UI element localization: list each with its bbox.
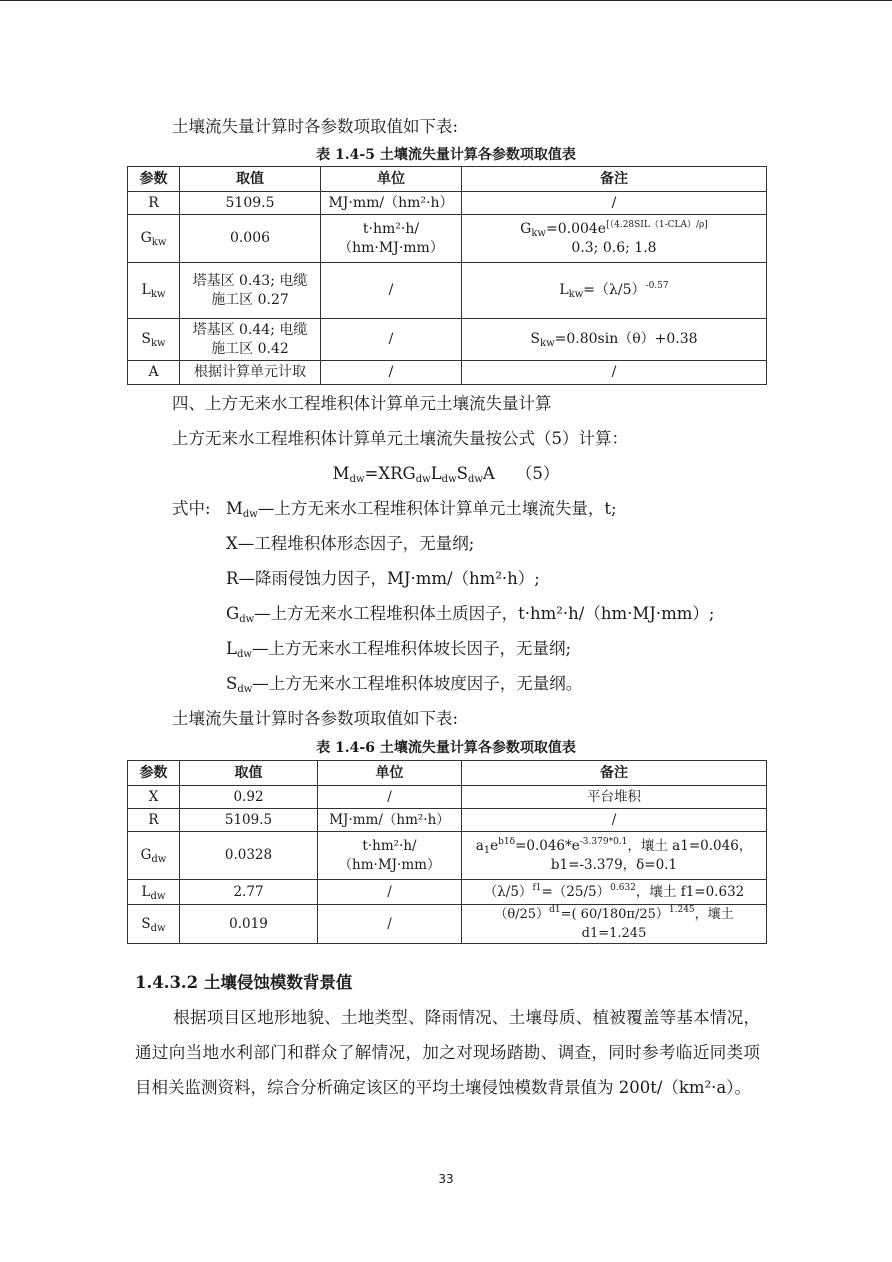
table2-row-r: [128, 809, 767, 832]
table-cell-param: $S_{kw}$: [128, 319, 180, 361]
section4-intro: 上方无来水工程堆积体计算单元土壤流失量按公式（5）计算：: [172, 429, 628, 448]
table-cell-unit: /: [321, 361, 462, 385]
definition-item: $M_{dw}—$上方无来水工程堆积体计算单元土壤流失量，t;: [226, 499, 617, 520]
table2-header-unit: 单位: [318, 761, 462, 786]
table-cell-unit: /: [318, 786, 462, 809]
table-cell-unit: /: [318, 880, 462, 905]
table-cell-unit: t·hm²·h/ （hm·MJ·mm）: [321, 215, 462, 263]
page-top-border: [0, 0, 892, 1]
table-cell-unit: t·hm²·h/ （hm·MJ·mm）: [318, 832, 462, 880]
table-cell-value: 根据计算单元计取: [180, 361, 321, 385]
page-number: 33: [438, 1172, 454, 1186]
table-cell-param: $G_{dw}$: [128, 832, 180, 880]
table1-header-param: 参数: [128, 167, 180, 192]
table2-row-gdw: [128, 832, 767, 880]
definitions-lead: 式中:: [172, 499, 211, 518]
table-cell-param: $G_{kw}$: [128, 215, 180, 263]
intro-paragraph-2: 土壤流失量计算时各参数项取值如下表:: [172, 709, 459, 728]
definition-item: R—降雨侵蚀力因子，MJ·mm/（hm²·h）;: [226, 569, 540, 588]
table1: [127, 166, 767, 385]
definition-item: $S_{dw}—$上方无来水工程堆积体坡度因子，无量纲。: [226, 674, 583, 695]
table-cell-value: 0.006: [180, 215, 321, 263]
table-cell-param: $L_{dw}$: [128, 880, 180, 905]
table-cell-note: $(\theta/25)^{d1}=$( 60/180π/25）$^{1.245}$，壤土 d1=1.245: [462, 905, 767, 944]
table-cell-unit: MJ·mm/（hm²·h）: [318, 809, 462, 832]
definition-item: $L_{dw}—$上方无来水工程堆积体坡长因子，无量纲;: [226, 639, 571, 660]
table-cell-param: R: [128, 809, 180, 832]
table-cell-param: A: [128, 361, 180, 385]
table2: [127, 760, 767, 944]
table2-header-param: 参数: [128, 761, 180, 786]
table-cell-param: X: [128, 786, 180, 809]
table1-row-r: [128, 192, 767, 215]
table-cell-value: 2.77: [180, 880, 318, 905]
table1-header-unit: 单位: [321, 167, 462, 192]
table-cell-value: 5109.5: [180, 192, 321, 215]
table-cell-param: $L_{kw}$: [128, 263, 180, 319]
body-paragraph: 根据项目区地形地貌、土地类型、降雨情况、土壤母质、植被覆盖等基本情况，通过向当地水利部门和群众了解情况，加之对现场踏勘、调查，同时参考临近同类项目相关监测资料，综合分析确定该区的平均土壤侵蚀模数背景值为 200t/（km²·a）。: [135, 1008, 760, 1097]
table-cell-note: $S_{kw}=0.80\sin(\theta)+0.38$: [462, 319, 767, 361]
table-cell-note: $G_{kw}=0.004e[(4.28SIL(1-CLA)/\rho]$ 0.3; 0.6; 1.8: [462, 215, 767, 263]
table2-header-note: 备注: [462, 761, 767, 786]
table-cell-unit: /: [318, 905, 462, 944]
table2-header-value: 取值: [180, 761, 318, 786]
table-cell-note: $L_{kw}=(\lambda/5)^{-0.57}$: [462, 263, 767, 319]
table-cell-unit: /: [321, 263, 462, 319]
table1-row-skw: [128, 319, 767, 361]
table-cell-note: $(\lambda/5)^{f1}=(25/5)^{0.632}$，壤土 f1=0.632: [462, 880, 767, 905]
table-cell-note: /: [462, 809, 767, 832]
table-cell-note: /: [462, 192, 767, 215]
table2-row-ldw: [128, 880, 767, 905]
table2-caption: 表 1.4-6 土壤流失量计算各参数项取值表: [316, 740, 576, 756]
definition-item: X—工程堆积体形态因子，无量纲;: [226, 534, 475, 553]
table1-header-note: 备注: [462, 167, 767, 192]
table1-header-row: [128, 167, 767, 192]
table1-row-lkw: [128, 263, 767, 319]
table-cell-note: 平台堆积: [462, 786, 767, 809]
definition-item: $G_{dw}—$上方无来水工程堆积体土质因子，t·hm²·h/（hm·MJ·mm）;: [226, 604, 715, 625]
table-cell-param: $S_{dw}$: [128, 905, 180, 944]
table-cell-value: 塔基区 0.43; 电缆 施工区 0.27: [180, 263, 321, 319]
table-cell-note: /: [462, 361, 767, 385]
table-cell-param: R: [128, 192, 180, 215]
table-cell-note: $a_1e^{b1\delta}=0.046*e^{-3.379*0.1}$，壤土 a1=0.046， b1=-3.379，δ=0.1: [462, 832, 767, 880]
table1-caption: 表 1.4-5 土壤流失量计算各参数项取值表: [316, 147, 576, 163]
table-cell-unit: MJ·mm/（hm²·h）: [321, 192, 462, 215]
formula-5: $M_{dw}=XRG_{dw}L_{dw}S_{dw}A$ （5）: [332, 464, 560, 485]
table-cell-value: 0.0328: [180, 832, 318, 880]
table1-header-value: 取值: [180, 167, 321, 192]
table1-row-a: [128, 361, 767, 385]
table-cell-value: 0.92: [180, 786, 318, 809]
intro-paragraph-1: 土壤流失量计算时各参数项取值如下表:: [172, 117, 459, 136]
section-heading-1-4-3-2: 1.4.3.2 土壤侵蚀模数背景值: [135, 973, 353, 992]
table-cell-unit: /: [321, 319, 462, 361]
section4-title: 四、上方无来水工程堆积体计算单元土壤流失量计算: [172, 394, 552, 413]
table2-row-sdw: [128, 905, 767, 944]
table-cell-value: 塔基区 0.44; 电缆 施工区 0.42: [180, 319, 321, 361]
table-cell-value: 0.019: [180, 905, 318, 944]
table2-header-row: [128, 761, 767, 786]
table1-row-gkw: [128, 215, 767, 263]
table2-row-x: [128, 786, 767, 809]
table-cell-value: 5109.5: [180, 809, 318, 832]
